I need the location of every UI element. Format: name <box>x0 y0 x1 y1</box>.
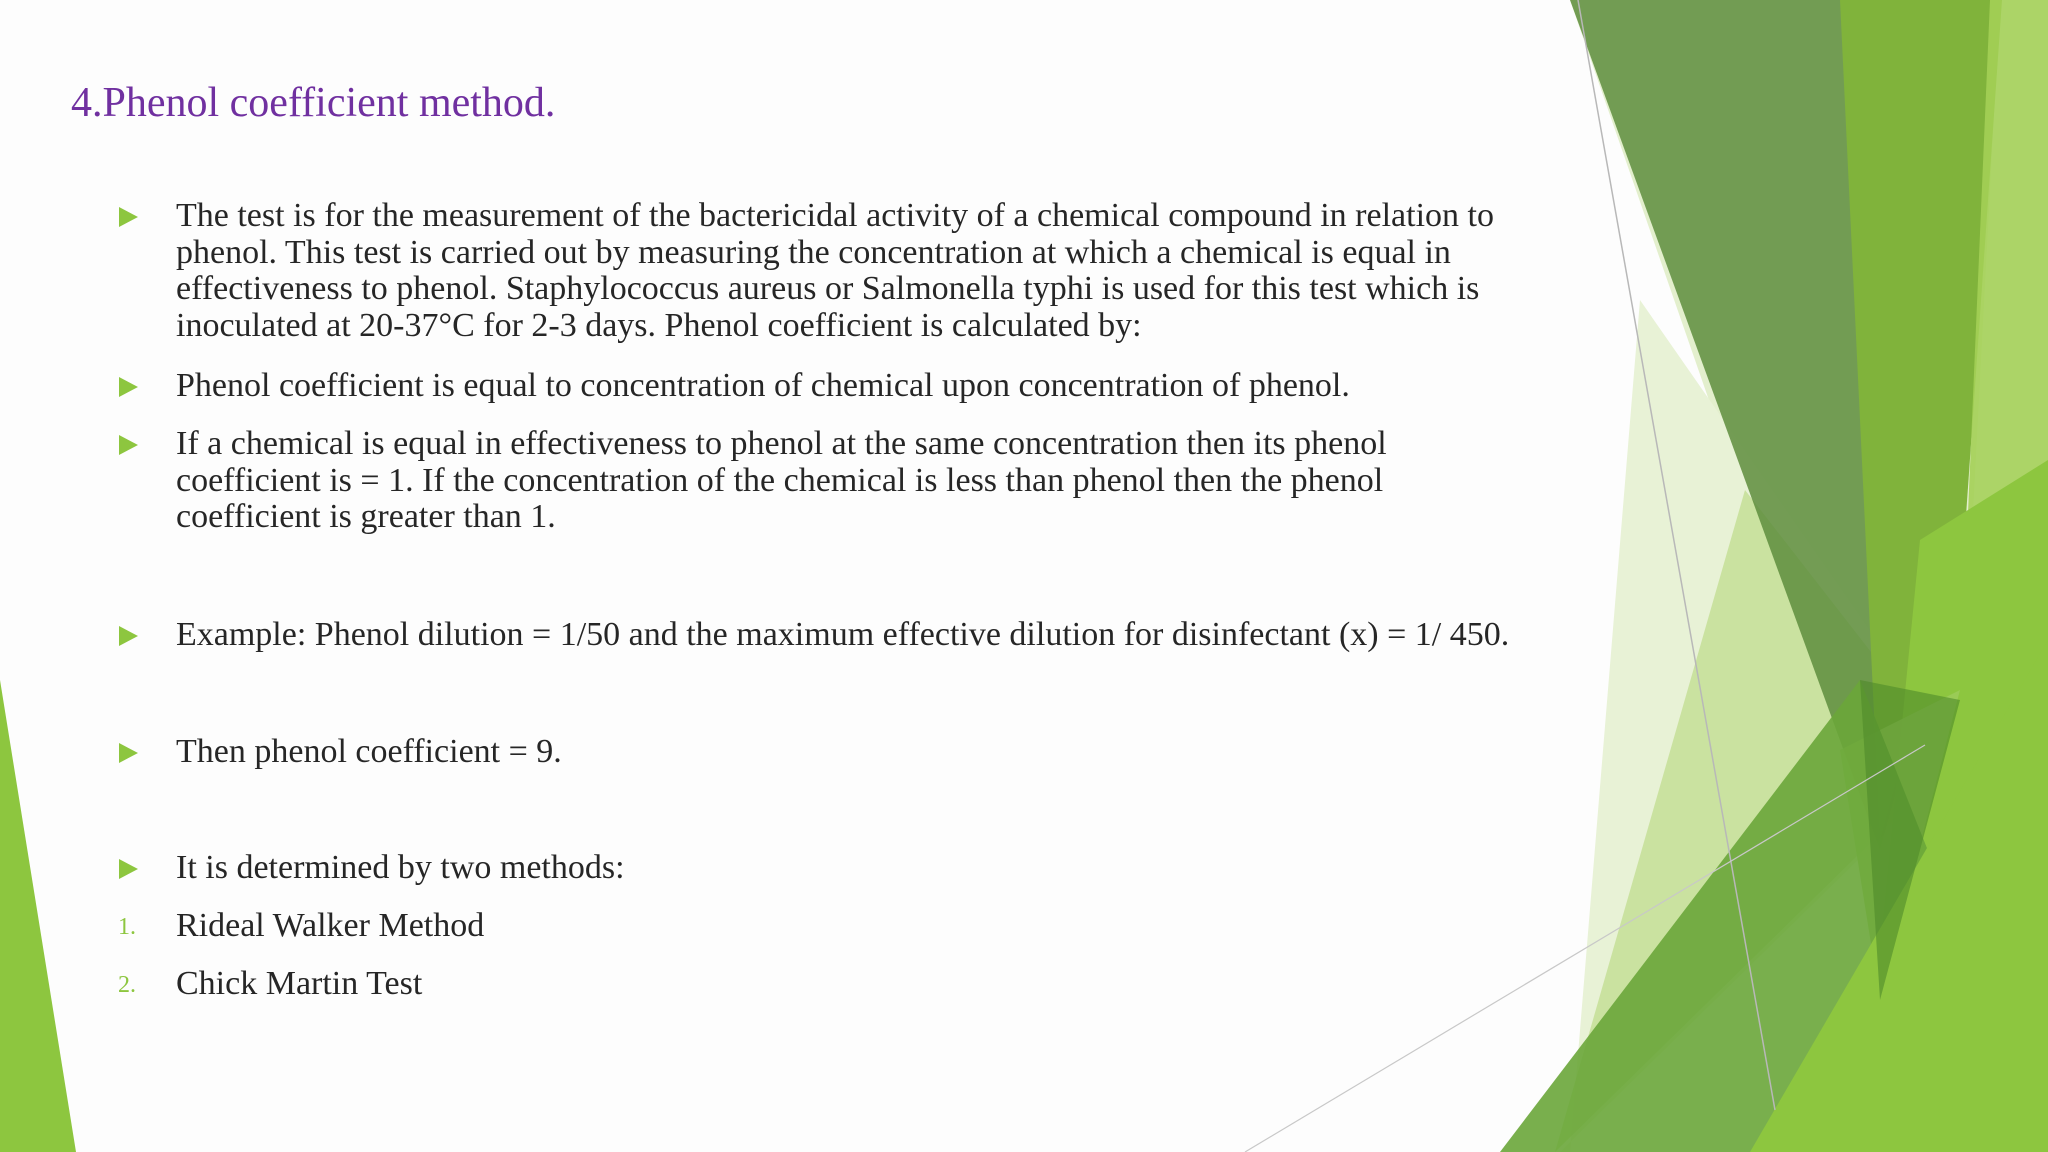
numbered-text: Chick Martin Test <box>176 965 423 1002</box>
bullet-text: The test is for the measurement of the bactericidal activity of a chemical compound in relation to phenol. This test is carried out by measuring the concentration at which a chemical is equal in effectiveness to phenol. Staphylococcus aureus or Salmonella typhi is used for this test which is inoculated at 20-37°C for 2-3 days. Phenol coefficient is calculated by: <box>176 197 1494 344</box>
right-triangle-bullet-icon <box>119 626 138 646</box>
slide-title: 4.Phenol coefficient method. <box>71 80 556 126</box>
list-number: 1. <box>118 914 136 940</box>
bullet-item <box>176 734 1516 771</box>
bullet-item <box>176 198 1516 344</box>
bullet-item <box>176 850 1516 887</box>
right-triangle-bullet-icon <box>119 377 138 397</box>
numbered-text: Rideal Walker Method <box>176 907 485 944</box>
right-triangle-bullet-icon <box>119 859 138 879</box>
bullet-item <box>176 617 1516 654</box>
bullet-text: If a chemical is equal in effectiveness to phenol at the same concentration then its phenol coefficient is = 1. If the concentration of the chemical is less than phenol then the phenol coefficient is greater than 1. <box>176 425 1387 535</box>
bullet-text: It is determined by two methods: <box>176 849 625 886</box>
bullet-text: Example: Phenol dilution = 1/50 and the maximum effective dilution for disinfectant (x) = 1/ 450. <box>176 616 1510 653</box>
bullet-text: Then phenol coefficient = 9. <box>176 733 562 770</box>
bullet-item <box>176 368 1516 405</box>
numbered-item <box>118 965 1516 1003</box>
right-triangle-bullet-icon <box>119 435 138 455</box>
numbered-item <box>118 907 1516 945</box>
bullet-item <box>176 426 1516 536</box>
right-triangle-bullet-icon <box>119 207 138 227</box>
list-number: 2. <box>118 972 136 998</box>
right-triangle-bullet-icon <box>119 743 138 763</box>
bullet-text: Phenol coefficient is equal to concentration of chemical upon concentration of phenol. <box>176 367 1350 404</box>
